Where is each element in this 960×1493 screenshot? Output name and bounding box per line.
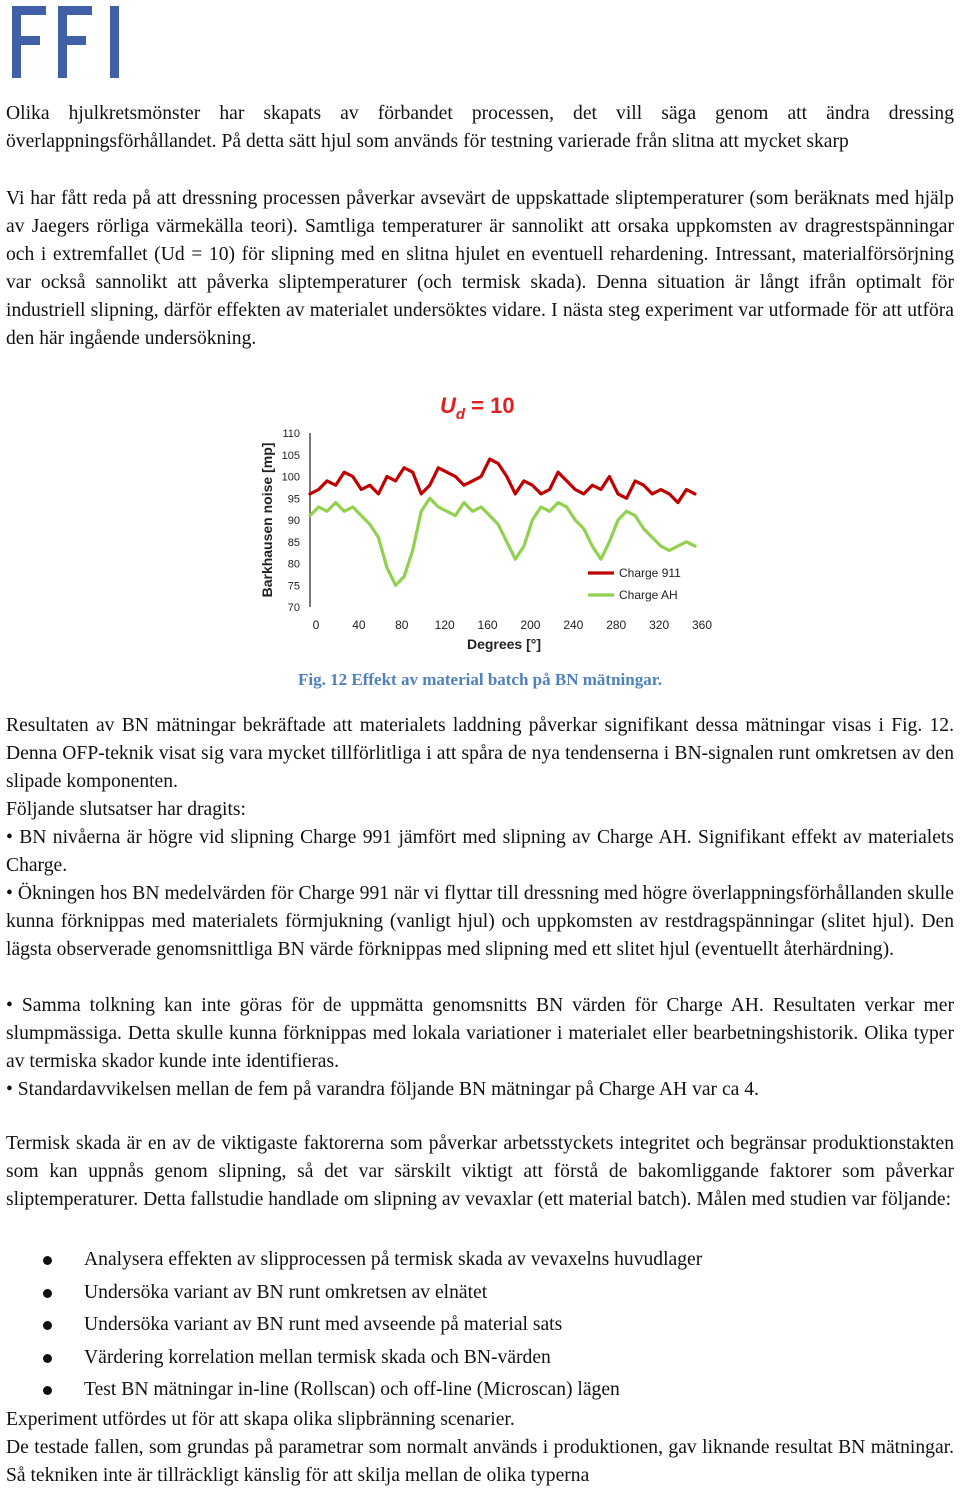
y-tick-label: 95 — [287, 493, 300, 506]
y-tick-label: 90 — [287, 515, 300, 527]
bullet-icon — [43, 1289, 52, 1298]
x-axis-label: Degrees [°] — [466, 636, 542, 652]
goal-item: Test BN mätningar in-line (Rollscan) och off-line (Microscan) lägen — [6, 1374, 946, 1407]
x-tick-label: 120 — [434, 618, 455, 632]
conclusion-item: • Ökningen hos BN medelvärden för Charge 991 när vi flyttar till dressning med högre överlappningsförhållanden skulle kunna förknippas med materialets förmjukning (vanligt hjul) och uppkomsten av restdragspänningar (slitet hjul). Den lägsta observerade genomsnittliga BN värde förknippas med slipning med ett slitet hjul (eventuellt återhärdning). — [6, 883, 954, 960]
y-axis-label: Barkhausen noise [mp] — [259, 442, 275, 598]
paragraph-results: Resultaten av BN mätningar bekräftade att materialets laddning påverkar signifikant dessa mätningar visas i Fig. 12. Denna OFP-teknik visat sig vara mycket tillförlitliga i att spåra de nya tendenserna i BN-signalen runt omkretsen av den slipade komponenten. — [6, 715, 954, 792]
x-tick-label: 40 — [352, 618, 366, 632]
series-line — [310, 459, 695, 503]
goal-item: Undersöka variant av BN runt omkretsen av elnätet — [6, 1277, 946, 1310]
bullet-icon — [43, 1354, 52, 1363]
bullet-icon — [43, 1386, 52, 1395]
goal-item: Analysera effekten av slipprocessen på termisk skada av vevaxelns huvudlager — [6, 1244, 946, 1277]
y-tick-label: 75 — [287, 580, 300, 593]
x-tick-label: 200 — [520, 618, 541, 632]
x-tick-label: 240 — [563, 618, 584, 632]
y-tick-label: 105 — [281, 449, 300, 462]
legend-label: Charge AH — [619, 588, 678, 602]
chart-title: $U_d = 10$ — [440, 393, 515, 423]
y-tick-label: 70 — [287, 602, 300, 614]
bn-line-chart — [0, 385, 960, 675]
bullet-icon — [43, 1256, 52, 1265]
x-tick-label: 280 — [606, 618, 627, 632]
y-tick-label: 100 — [281, 471, 300, 484]
paragraph-test-cases: De testade fallen, som grundas på parametrar som normalt används i produktionen, gav liknande resultat BN mätningar. Så tekniken inte är tillräckligt känslig för att skilja mellan de olika typerna — [6, 1437, 954, 1486]
paragraph-conclusions-intro: Följande slutsatser har dragits: — [6, 799, 246, 820]
bn-chart — [0, 385, 960, 675]
figure-caption: Fig. 12 Effekt av material batch på BN mätningar. — [298, 670, 662, 689]
goal-item: Värdering korrelation mellan termisk skada och BN-värden — [6, 1342, 946, 1375]
y-tick-label: 80 — [287, 558, 300, 571]
paragraph-dressing-effect: Vi har fått reda på att dressning processen påverkar avsevärt de uppskattade sliptemperaturer (som beräknats med hjälp av Jaegers rörliga värmekälla teori). Samtliga temperaturer är sannolikt att orsaka uppkomsten av dragrestspänningar och i extremfallet (Ud = 10) för slipning med en slitna hjulet en eventuell rehardening. Intressant, materialförsörjning var också sannolikt att påverka sliptemperaturer (och termisk skada). Denna situation är långt ifrån optimalt för industriell slipning, därför effekten av materialet undersöktes vidare. I nästa steg experiment var utformade för att utföra den här ingående undersökning. — [6, 188, 954, 349]
y-tick-label: 110 — [282, 428, 300, 440]
x-tick-label: 160 — [477, 618, 498, 632]
legend-label: Charge 911 — [619, 566, 681, 580]
x-tick-label: 80 — [395, 618, 409, 632]
bullet-icon — [43, 1321, 52, 1330]
goal-item: Undersöka variant av BN runt med avseende på material sats — [6, 1309, 946, 1342]
paragraph-experiment: Experiment utfördes ut för att skapa olika slipbränning scenarier. — [6, 1409, 515, 1430]
paragraph-intro: Olika hjulkretsmönster har skapats av förbandet processen, det vill säga genom att ändra dressing överlappningsförhållandet. På detta sätt hjul som används för testning varierade från slitna att mycket skarp — [6, 103, 954, 152]
x-tick-label: 320 — [649, 618, 670, 632]
x-tick-label: 360 — [691, 618, 713, 632]
paragraph-thermal-damage: Termisk skada är en av de viktigaste faktorerna som påverkar arbetsstyckets integritet och begränsar produktionstakten som kan uppnås genom slipning, så det var särskilt viktigt att förstå de bakomliggande faktorer som påverkar sliptemperaturer. Detta fallstudie handlade om slipning av vevaxlar (ett material batch). Målen med studien var följande: — [6, 1133, 954, 1210]
y-tick-label: 85 — [287, 536, 300, 549]
conclusion-item: • Standardavvikelsen mellan de fem på varandra följande BN mätningar på Charge AH var ca 4. — [6, 1079, 759, 1100]
conclusion-item: • BN nivåerna är högre vid slipning Charge 991 jämfört med slipning av Charge AH. Signifikant effekt av materialets Charge. — [6, 827, 954, 876]
x-tick-label: 0 — [312, 618, 320, 632]
conclusion-item: • Samma tolkning kan inte göras för de uppmätta genomsnitts BN värden för Charge AH. Resultaten verkar mer slumpmässiga. Detta skulle kunna förknippas med lokala variationer i materialet eller bearbetningshistorik. Olika typer av termiska skador kunde inte identifieras. — [6, 995, 954, 1072]
goals-list — [6, 1244, 946, 1407]
ffi-logo — [6, 2, 124, 82]
